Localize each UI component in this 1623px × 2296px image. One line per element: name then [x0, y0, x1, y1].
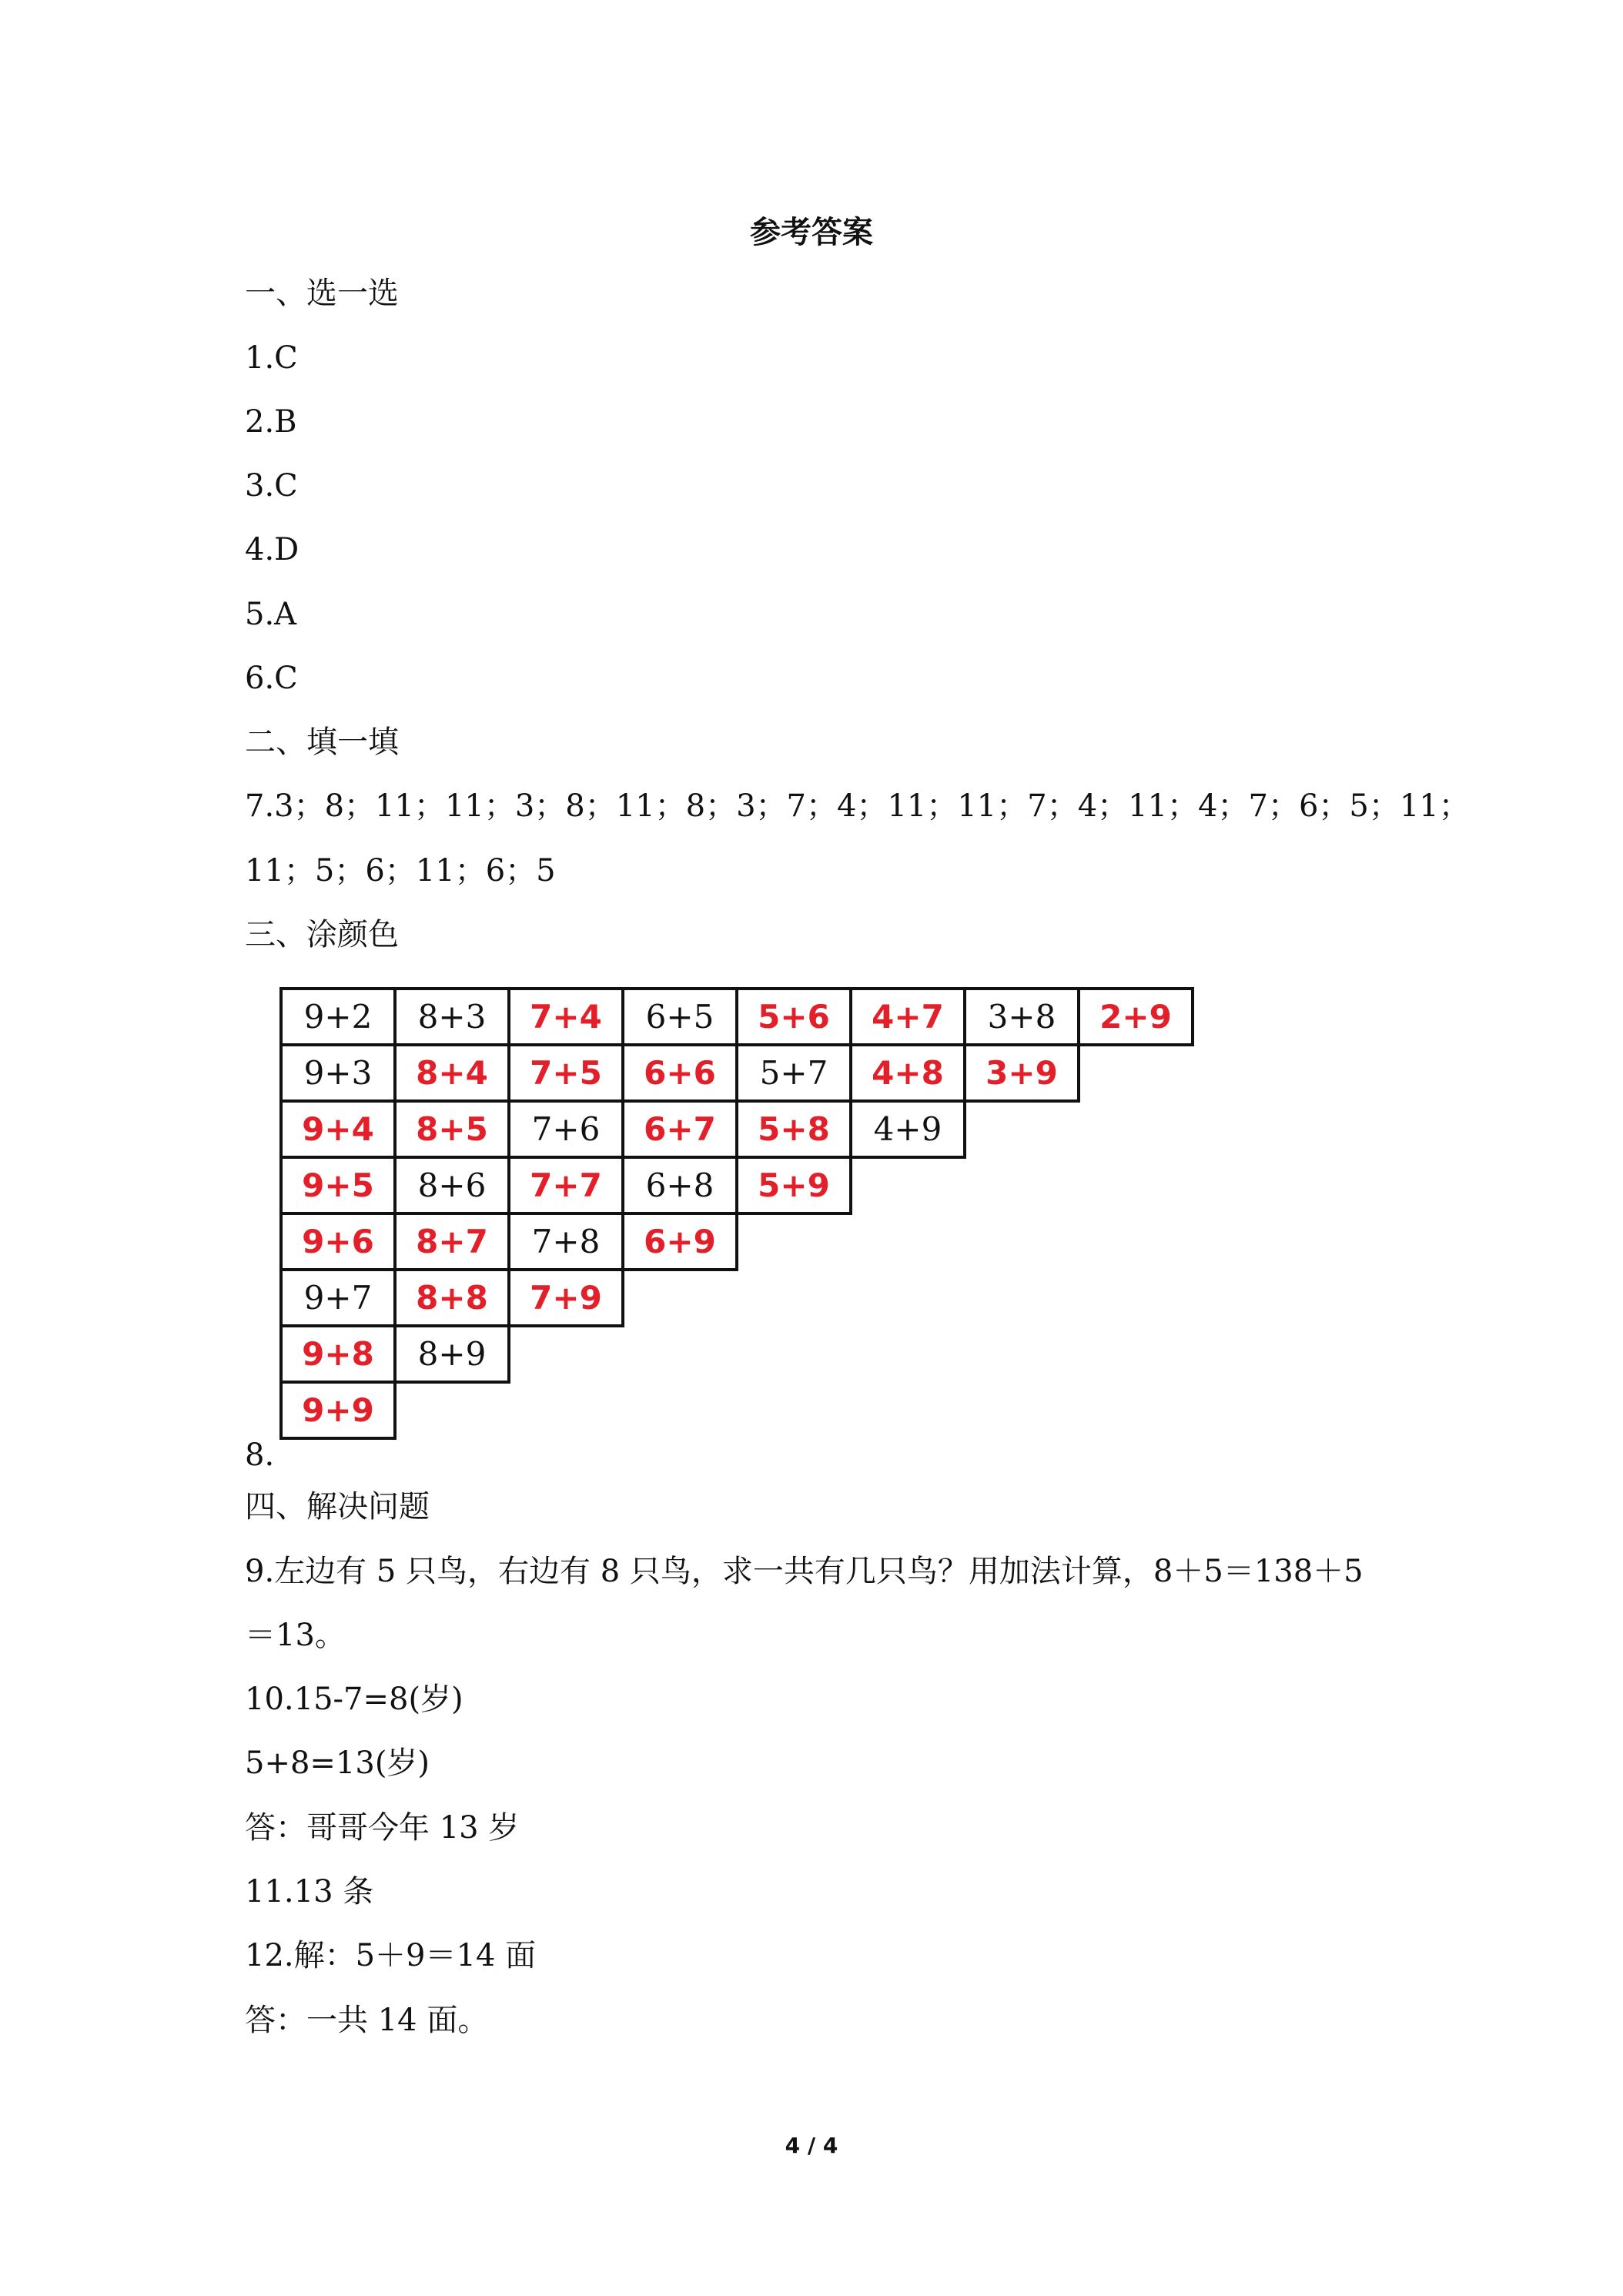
grid-cell: 4+9 [851, 1101, 965, 1157]
grid-cell-colored: 2+9 [1079, 989, 1193, 1045]
grid-cell-colored: 8+4 [395, 1045, 509, 1101]
answer-10-line-1: 10.15-7=8(岁) [245, 1682, 463, 1717]
grid-cell-colored: 9+6 [281, 1213, 395, 1270]
grid-row [281, 1270, 1193, 1326]
answer-3: 3.C [245, 468, 298, 504]
coloring-grid [279, 987, 1194, 1440]
section-heading-color: 三、涂颜色 [245, 917, 399, 952]
grid-cell-colored: 7+9 [509, 1270, 623, 1326]
answer-12-line-1: 12.解：5＋9＝14 面 [245, 1938, 537, 1973]
grid-empty [965, 1213, 1079, 1270]
grid-empty [509, 1382, 623, 1438]
answer-2: 2.B [245, 404, 297, 440]
grid-cell: 7+6 [509, 1101, 623, 1157]
answer-7-line-2: 11；5；6；11；6；5 [245, 853, 556, 889]
grid-empty [623, 1326, 737, 1382]
grid-cell-colored: 8+7 [395, 1213, 509, 1270]
grid-row [281, 1213, 1193, 1270]
grid-empty [1079, 1157, 1193, 1213]
grid-cell: 7+8 [509, 1213, 623, 1270]
grid-empty [851, 1270, 965, 1326]
answer-9-line-1: 9.左边有 5 只鸟，右边有 8 只鸟，求一共有几只鸟？用加法计算，8＋5＝138＋5 [245, 1554, 1364, 1589]
grid-empty [509, 1326, 623, 1382]
grid-row [281, 1101, 1193, 1157]
grid-cell-colored: 9+8 [281, 1326, 395, 1382]
grid-cell-colored: 6+7 [623, 1101, 737, 1157]
grid-cell: 6+5 [623, 989, 737, 1045]
grid-cell-colored: 9+9 [281, 1382, 395, 1438]
grid-cell: 8+3 [395, 989, 509, 1045]
grid-row [281, 989, 1193, 1045]
grid-cell-colored: 3+9 [965, 1045, 1079, 1101]
grid-cell-colored: 4+8 [851, 1045, 965, 1101]
answer-10-line-2: 5+8=13(岁) [245, 1745, 430, 1781]
answer-8-label: 8. [245, 1438, 275, 1473]
section-heading-problems: 四、解决问题 [245, 1489, 430, 1525]
grid-cell-colored: 9+5 [281, 1157, 395, 1213]
grid-row [281, 1157, 1193, 1213]
grid-empty [965, 1157, 1079, 1213]
grid-cell-colored: 8+5 [395, 1101, 509, 1157]
grid-empty [851, 1213, 965, 1270]
grid-cell-colored: 6+6 [623, 1045, 737, 1101]
grid-empty [737, 1382, 851, 1438]
grid-cell-colored: 7+7 [509, 1157, 623, 1213]
grid-cell: 8+9 [395, 1326, 509, 1382]
answer-6: 6.C [245, 661, 298, 696]
grid-row [281, 1045, 1193, 1101]
grid-empty [1079, 1101, 1193, 1157]
answer-11: 11.13 条 [245, 1874, 374, 1909]
section-heading-fill: 二、填一填 [245, 725, 399, 760]
grid-cell-colored: 5+9 [737, 1157, 851, 1213]
grid-empty [965, 1270, 1079, 1326]
grid-empty [737, 1326, 851, 1382]
grid-empty [965, 1326, 1079, 1382]
grid-empty [1079, 1213, 1193, 1270]
page-title: 参考答案 [750, 215, 873, 250]
grid-row [281, 1326, 1193, 1382]
answer-5: 5.A [245, 597, 297, 632]
answer-4: 4.D [245, 532, 300, 567]
grid-cell-colored: 5+8 [737, 1101, 851, 1157]
answer-10-line-3: 答：哥哥今年 13 岁 [245, 1810, 520, 1846]
grid-cell-colored: 5+6 [737, 989, 851, 1045]
grid-cell-colored: 6+9 [623, 1213, 737, 1270]
grid-cell-colored: 7+5 [509, 1045, 623, 1101]
grid-empty [395, 1382, 509, 1438]
grid-cell: 9+3 [281, 1045, 395, 1101]
grid-cell: 3+8 [965, 989, 1079, 1045]
answer-12-line-2: 答：一共 14 面。 [245, 2003, 489, 2038]
grid-cell-colored: 8+8 [395, 1270, 509, 1326]
grid-empty [1079, 1270, 1193, 1326]
grid-empty [623, 1270, 737, 1326]
grid-cell: 5+7 [737, 1045, 851, 1101]
grid-empty [1079, 1382, 1193, 1438]
grid-empty [623, 1382, 737, 1438]
grid-empty [965, 1382, 1079, 1438]
grid-empty [851, 1157, 965, 1213]
grid-row [281, 1382, 1193, 1438]
grid-cell: 9+7 [281, 1270, 395, 1326]
grid-cell-colored: 4+7 [851, 989, 965, 1045]
grid-empty [851, 1326, 965, 1382]
grid-empty [1079, 1326, 1193, 1382]
grid-empty [965, 1101, 1079, 1157]
grid-cell-colored: 9+4 [281, 1101, 395, 1157]
answer-1: 1.C [245, 340, 298, 376]
section-heading-choose: 一、选一选 [245, 276, 399, 311]
grid-cell: 9+2 [281, 989, 395, 1045]
grid-empty [737, 1213, 851, 1270]
page-number: 4 / 4 [785, 2133, 838, 2158]
grid-cell: 6+8 [623, 1157, 737, 1213]
answer-7-line-1: 7.3；8；11；11；3；8；11；8；3；7；4；11；11；7；4；11；4；7；6；5；11； [245, 788, 1470, 824]
grid-empty [1079, 1045, 1193, 1101]
grid-empty [737, 1270, 851, 1326]
grid-cell-colored: 7+4 [509, 989, 623, 1045]
grid-cell: 8+6 [395, 1157, 509, 1213]
answer-9-line-2: ＝13。 [245, 1618, 346, 1653]
grid-empty [851, 1382, 965, 1438]
